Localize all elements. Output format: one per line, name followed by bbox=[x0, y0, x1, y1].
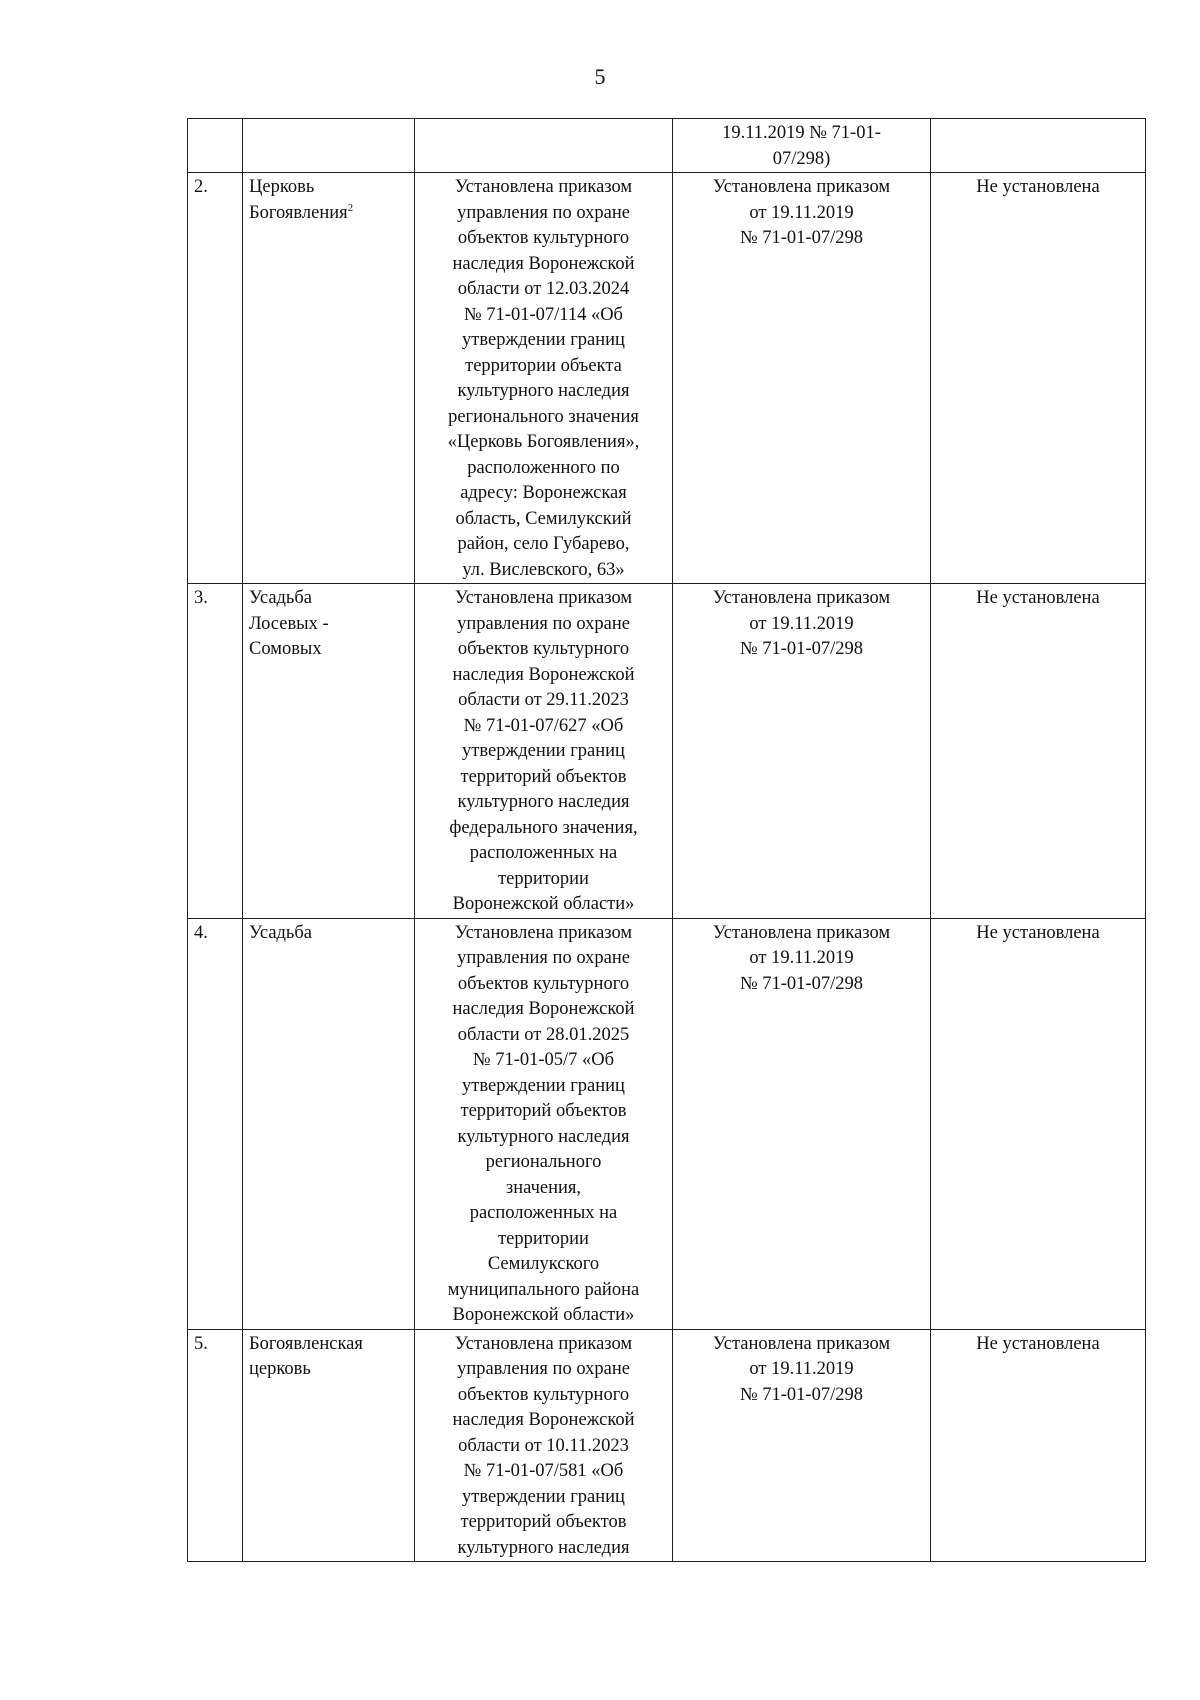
cell-subject: Установлена приказом от 19.11.2019 № 71-01-07/298 bbox=[673, 584, 931, 919]
cell-zones: Не установлена bbox=[931, 918, 1146, 1329]
cell-zones bbox=[931, 119, 1146, 173]
cell-territory: Установлена приказом управления по охране объектов культурного наследия Воронежской области от 12.03.2024 № 71-01-07/114 «Об утверждении границ территории объекта культурного наследия регионального значения «Церковь Богоявления», расположенного по адресу: Воронежская область, Семилукский район, село Губарево, ул. Вислевского, 63» bbox=[415, 173, 673, 584]
cell-name: Усадьба bbox=[243, 918, 415, 1329]
cell-number: 5. bbox=[188, 1329, 243, 1562]
cell-number: 2. bbox=[188, 173, 243, 584]
cell-zones: Не установлена bbox=[931, 1329, 1146, 1562]
cell-name bbox=[243, 119, 415, 173]
cell-subject: Установлена приказом от 19.11.2019 № 71-01-07/298 bbox=[673, 918, 931, 1329]
cell-number: 4. bbox=[188, 918, 243, 1329]
cell-number bbox=[188, 119, 243, 173]
footnote-marker: 2 bbox=[347, 201, 354, 214]
table-row bbox=[188, 584, 1146, 919]
page-number: 5 bbox=[594, 64, 606, 89]
cell-territory: Установлена приказом управления по охране объектов культурного наследия Воронежской области от 28.01.2025 № 71-01-05/7 «Об утверждении границ территорий объектов культурного наследия регионального значения, расположенных на территории Семилукского муниципального района Воронежской области» bbox=[415, 918, 673, 1329]
cell-number: 3. bbox=[188, 584, 243, 919]
table-row bbox=[188, 173, 1146, 584]
cell-territory: Установлена приказом управления по охране объектов культурного наследия Воронежской области от 29.11.2023 № 71-01-07/627 «Об утверждении границ территорий объектов культурного наследия федерального значения, расположенных на территории Воронежской области» bbox=[415, 584, 673, 919]
table-row bbox=[188, 1329, 1146, 1562]
cell-name: Усадьба Лосевых - Сомовых bbox=[243, 584, 415, 919]
heritage-registry-table bbox=[187, 118, 1146, 1562]
cell-subject: Установлена приказом от 19.11.2019 № 71-01-07/298 bbox=[673, 173, 931, 584]
object-name: Церковь Богоявления bbox=[249, 177, 348, 223]
cell-name bbox=[243, 173, 415, 584]
cell-subject: Установлена приказом от 19.11.2019 № 71-01-07/298 bbox=[673, 1329, 931, 1562]
cell-name: Богоявленская церковь bbox=[243, 1329, 415, 1562]
cell-zones: Не установлена bbox=[931, 173, 1146, 584]
table-row bbox=[188, 918, 1146, 1329]
cell-zones: Не установлена bbox=[931, 584, 1146, 919]
cell-subject: 19.11.2019 № 71-01- 07/298) bbox=[673, 119, 931, 173]
cell-territory bbox=[415, 119, 673, 173]
table-row-continuation bbox=[188, 119, 1146, 173]
cell-territory: Установлена приказом управления по охране объектов культурного наследия Воронежской области от 10.11.2023 № 71-01-07/581 «Об утверждении границ территорий объектов культурного наследия bbox=[415, 1329, 673, 1562]
